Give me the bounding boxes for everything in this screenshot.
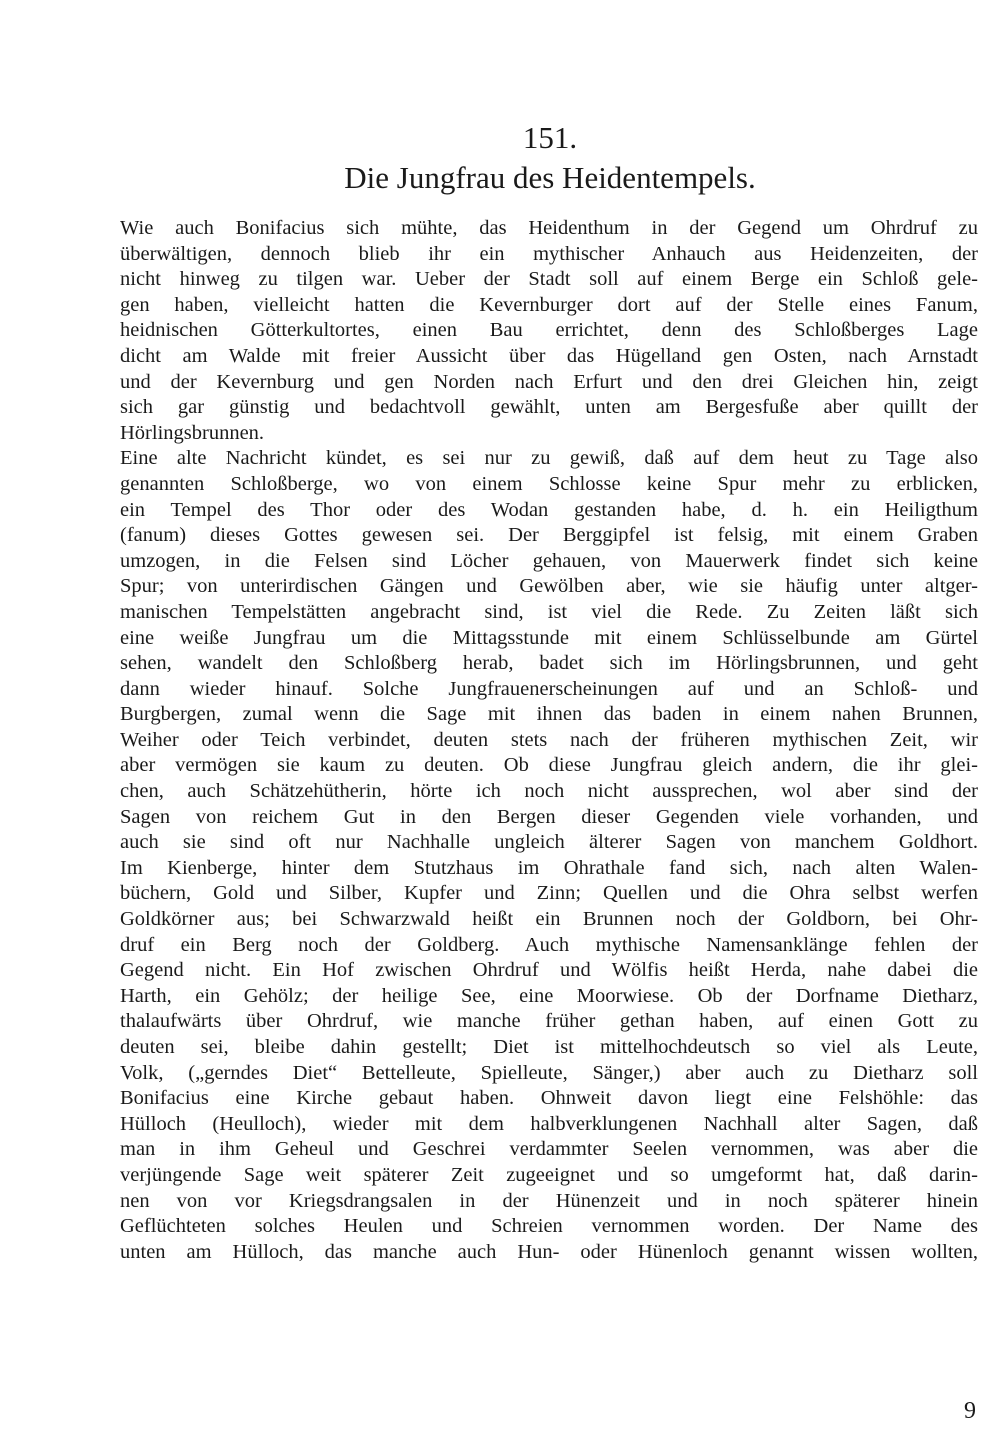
text-line: chen, auch Schätzehütherin, hörte ich noch nicht aussprechen, wol aber sind der <box>120 780 978 803</box>
text-line: Weiher oder Teich verbindet, deuten stets nach der früheren mythischen Zeit, wir <box>120 728 978 751</box>
text-line: Geflüchteten solches Heulen und Schreien vernommen worden. Der Name des <box>120 1215 978 1238</box>
text-line: dann wieder hinauf. Solche Jungfrauenerscheinungen auf und an Schloß- und <box>120 677 978 700</box>
text-line: Wie auch Bonifacius sich mühte, das Heidenthum in der Gegend um Ohrdruf zu <box>120 217 978 239</box>
text-line: ein Tempel des Thor oder des Wodan gestanden habe, d. h. ein Heiligthum <box>120 498 978 521</box>
text-line: büchern, Gold und Silber, Kupfer und Zinn; Quellen und die Ohra selbst werfen <box>120 882 978 905</box>
text-line: manischen Tempelstätten angebracht sind, ist viel die Rede. Zu Zeiten läßt sich <box>120 600 978 623</box>
text-line: Spur; von unterirdischen Gängen und Gewölben aber, wie sie häufig unter altger- <box>120 575 978 598</box>
text-line: Volk, („gerndes Diet“ Bettelleute, Spielleute, Sänger,) aber auch zu Dietharz soll <box>120 1061 978 1084</box>
text-line: heidnischen Götterkultortes, einen Bau errichtet, denn des Schloßberges Lage <box>120 319 978 342</box>
text-line: Sagen von reichem Gut in den Bergen dieser Gegenden viele vorhanden, und <box>120 805 978 828</box>
text-line: überwältigen, dennoch blieb ihr ein mythischer Anhauch aus Heidenzeiten, der <box>120 242 978 265</box>
chapter-title: Die Jungfrau des Heidentempels. <box>344 160 756 195</box>
text-line: und der Kevernburg und gen Norden nach Erfurt und den drei Gleichen hin, zeigt <box>120 370 978 393</box>
text-line: deuten sei, bleibe dahin gestellt; Diet ist mittelhochdeutsch so viel als Leute, <box>120 1036 978 1058</box>
text-line: Goldkörner aus; bei Schwarzwald heißt ein Brunnen noch der Goldborn, bei Ohr- <box>120 908 978 931</box>
text-line: umzogen, in die Felsen sind Löcher gehauen, von Mauerwerk findet sich keine <box>120 549 978 572</box>
text-line: Im Kienberge, hinter dem Stutzhaus im Ohrathale fand sich, nach alten Walen- <box>120 856 978 879</box>
text-line: nen von vor Kriegsdrangsalen in der Hünenzeit und in noch späterer hinein <box>120 1189 978 1212</box>
text-line: dicht am Walde mit freier Aussicht über das Hügelland gen Osten, nach Arnstadt <box>120 344 978 367</box>
text-line: sich gar günstig und bedachtvoll gewählt, unten am Bergesfuße aber quillt der <box>120 396 978 419</box>
text-line: auch sie sind oft nur Nachhalle ungleich älterer Sagen von manchem Goldhort. <box>120 831 978 854</box>
text-line: aber vermögen sie kaum zu deuten. Ob diese Jungfrau gleich andern, die ihr glei- <box>120 754 978 777</box>
text-line: nicht hinweg zu tilgen war. Ueber der Stadt soll auf einem Berge ein Schloß gele- <box>120 268 978 291</box>
text-line: Harth, ein Gehölz; der heilige See, eine Moorwiese. Ob der Dorfname Dietharz, <box>120 984 978 1007</box>
text-line: (fanum) dieses Gottes gewesen sei. Der Berggipfel ist felsig, mit einem Graben <box>120 524 978 547</box>
text-line: Hülloch (Heulloch), wieder mit dem halbverklungenen Nachhall alter Sagen, daß <box>120 1112 978 1135</box>
text-line: Hörlingsbrunnen. <box>120 421 265 444</box>
text-line: thalaufwärts über Ohrdruf, wie manche früher gethan haben, auf einen Gott zu <box>120 1010 978 1033</box>
text-line: man in ihm Geheul und Geschrei verdammter Seelen vernommen, was aber die <box>120 1138 978 1161</box>
chapter-number: 151. <box>522 120 578 155</box>
page-number: 9 <box>964 1398 976 1424</box>
text-line: unten am Hülloch, das manche auch Hun- oder Hünenloch genannt wissen wollten, <box>120 1240 978 1263</box>
text-line: Bonifacius eine Kirche gebaut haben. Ohnweit davon liegt eine Felshöhle: das <box>120 1087 978 1110</box>
text-line: Burgbergen, zumal wenn die Sage mit ihnen das baden in einem nahen Brunnen, <box>120 703 978 726</box>
text-line: eine weiße Jungfrau um die Mittagsstunde mit einem Schlüsselbunde am Gürtel <box>120 626 978 649</box>
text-line: verjüngende Sage weit späterer Zeit zugeeignet und so umgeformt hat, daß darin- <box>120 1163 978 1186</box>
body-text <box>120 216 978 1265</box>
text-line: sehen, wandelt den Schloßberg herab, badet sich im Hörlingsbrunnen, und geht <box>120 652 978 675</box>
text-line: Gegend nicht. Ein Hof zwischen Ohrdruf und Wölfis heißt Herda, nahe dabei die <box>120 959 978 982</box>
text-line: genannten Schloßberge, wo von einem Schlosse keine Spur mehr zu erblicken, <box>120 472 978 495</box>
text-line: Eine alte Nachricht kündet, es sei nur zu gewiß, daß auf dem heut zu Tage also <box>120 447 978 470</box>
text-line: druf ein Berg noch der Goldberg. Auch mythische Namensanklänge fehlen der <box>120 933 978 956</box>
text-line: gen haben, vielleicht hatten die Kevernburger dort auf der Stelle eines Fanum, <box>120 293 978 316</box>
